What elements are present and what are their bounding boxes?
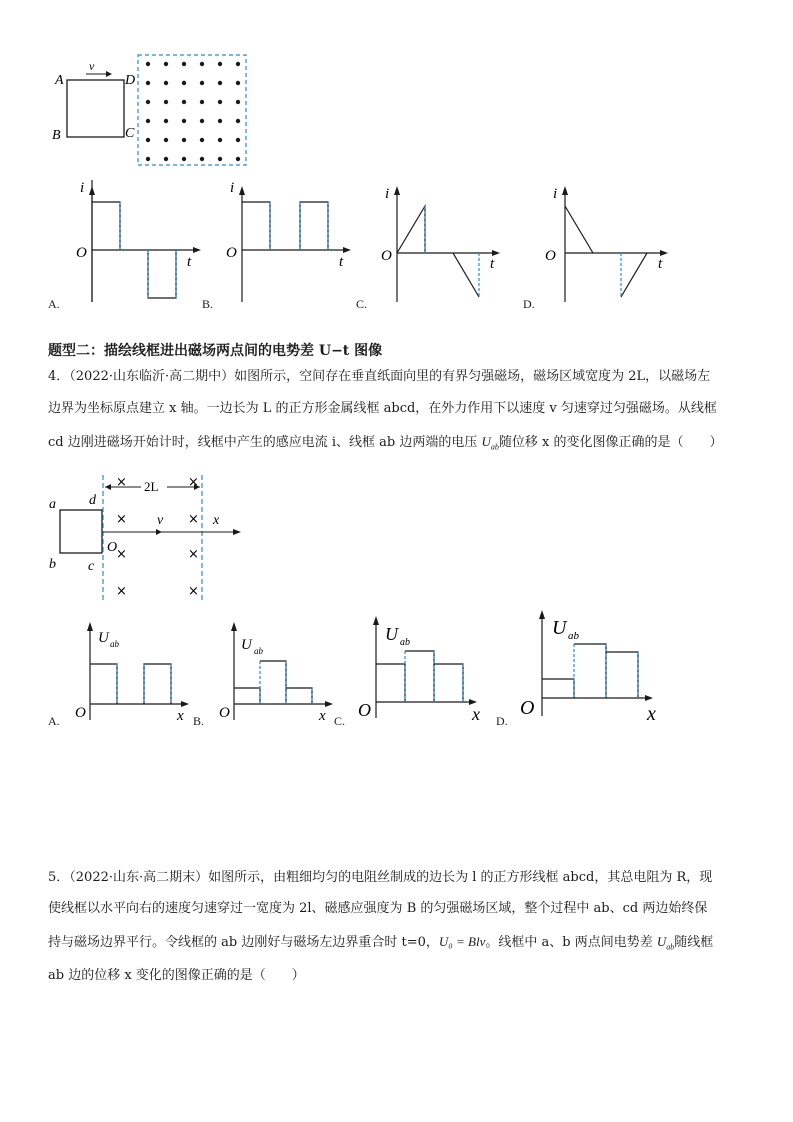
q3-graph-b (225, 180, 368, 311)
field-cross: × (116, 547, 127, 562)
q3-graph-d (545, 180, 688, 310)
origin-O: O (358, 700, 371, 720)
origin-O: O (381, 248, 392, 264)
axis-i: i (385, 186, 390, 202)
field-dot (236, 100, 240, 104)
width-label: 2L (144, 479, 159, 494)
field-dot (236, 81, 240, 85)
field-dot (182, 62, 186, 66)
field-dot (146, 157, 150, 161)
vertex-D: D (125, 73, 136, 88)
field-dot (218, 62, 222, 66)
field-dot (200, 119, 204, 123)
q4-option-b[interactable]: B. (193, 714, 205, 728)
q4-option-a[interactable]: A. (48, 714, 60, 728)
vertex-c: c (88, 559, 95, 574)
field-dot (164, 62, 168, 66)
origin-O: O (545, 248, 556, 264)
field-dot (182, 81, 186, 85)
field-dot (200, 62, 204, 66)
vertex-C: C (125, 126, 135, 141)
field-dot (218, 119, 222, 123)
field-dot (218, 138, 222, 142)
q3-option-a[interactable]: A. (48, 297, 60, 311)
axis-U: U (241, 637, 252, 653)
vertex-a: a (49, 497, 56, 512)
axis-U: U (98, 630, 109, 646)
field-region (138, 55, 246, 165)
q4-line-3b: 随位移 x 的变化图像正确的是（ ） (498, 435, 723, 450)
field-dot (200, 157, 204, 161)
field-dots (146, 62, 240, 161)
axis-i: i (553, 186, 558, 202)
q3-option-d[interactable]: D. (523, 297, 535, 311)
q4-graph-a (75, 620, 205, 730)
q3-option-b[interactable]: B. (202, 297, 214, 311)
q5-line-3c: 随线框 (674, 935, 714, 950)
axis-U: U (552, 617, 567, 639)
vertex-b: b (49, 557, 56, 572)
field-cross: × (188, 547, 199, 562)
q3-graph-a (75, 180, 215, 310)
field-dot (218, 157, 222, 161)
field-dot (164, 157, 168, 161)
field-cross: × (116, 584, 127, 599)
axis-t: t (490, 256, 495, 272)
q5-line-3 (48, 931, 713, 958)
section-heading: 题型二：描绘线框进出磁场两点间的电势差 U−t 图像 (48, 343, 383, 359)
field-cross: × (188, 475, 199, 490)
field-cross: × (116, 475, 127, 490)
axis-U-sub: ab (400, 637, 410, 648)
origin-O: O (226, 245, 237, 261)
field-cross: × (116, 512, 127, 527)
field-dot (236, 62, 240, 66)
velocity-label: v (89, 59, 95, 73)
axis-t: t (658, 256, 663, 272)
axis-t: t (187, 254, 192, 270)
field-dot (146, 138, 150, 142)
field-dot (236, 138, 240, 142)
origin-O: O (75, 705, 86, 721)
q5-line-2: 使线框以水平向右的速度匀速穿过一宽度为 2l、磁感应强度为 B 的匀强磁场区域，整个过程中 ab、cd 两边始终保 (48, 901, 708, 916)
q5-line-3b: 。线框中 a、b 两点间电势差 (485, 935, 657, 950)
q4-u-sub: ab (490, 442, 499, 452)
q4-line-1: 4．（2022·山东临沂·高二期中）如图所示，空间存在垂直纸面向里的有界匀强磁场，磁场区域宽度为 2L，以磁场左 (48, 369, 711, 384)
axis-U-sub: ab (110, 639, 119, 649)
axis-U-sub: ab (568, 630, 579, 642)
q4-graph-b (219, 620, 349, 730)
q4-line-3a: cd 边刚进磁场开始计时，线框中产生的感应电流 i、线框 ab 边两端的电压 (48, 435, 482, 450)
q5-u-symbol: U (656, 934, 667, 949)
square-loop (67, 80, 124, 137)
field-dot (146, 100, 150, 104)
origin-label: O (107, 540, 118, 555)
q5-line-3a: 持与磁场边界平行。令线框的 ab 边刚好与磁场左边界重合时 t=0， (48, 935, 439, 950)
axis-x: x (472, 704, 480, 724)
q3-loop-diagram (40, 50, 300, 180)
q4-line-3 (48, 431, 723, 458)
field-dot (182, 100, 186, 104)
field-dot (200, 138, 204, 142)
axis-U: U (385, 624, 398, 644)
q4-graph-c (355, 614, 495, 724)
square-loop (60, 510, 102, 553)
field-dot (146, 62, 150, 66)
axis-t: t (339, 254, 344, 270)
q4-option-d[interactable]: D. (496, 714, 508, 728)
field-dot (164, 119, 168, 123)
field-dot (182, 119, 186, 123)
vertex-A: A (55, 73, 64, 88)
field-cross: × (188, 512, 199, 527)
axis-x: x (647, 703, 656, 725)
field-dot (164, 100, 168, 104)
field-dot (236, 157, 240, 161)
axis-U-sub: ab (254, 646, 263, 656)
x-label: x (213, 513, 220, 528)
axis-x: x (177, 708, 184, 724)
field-dot (236, 119, 240, 123)
q4-option-c[interactable]: C. (334, 714, 346, 728)
field-cross: × (188, 584, 199, 599)
q4-line-2: 边界为坐标原点建立 x 轴。一边长为 L 的正方形金属线框 abcd，在外力作用下以速度 v 匀速穿过匀强磁场。从线框 (48, 401, 717, 416)
q5-formula: U₀ = Blv (438, 934, 486, 949)
axis-i: i (80, 180, 85, 196)
vertex-B: B (52, 128, 61, 143)
origin-O: O (520, 697, 535, 719)
q4-u-symbol: U (481, 434, 491, 449)
q4-field-diagram (45, 470, 275, 605)
velocity-label: v (157, 513, 164, 528)
field-dot (218, 100, 222, 104)
q4-graph-d (519, 608, 669, 723)
q3-graph-c (380, 180, 520, 310)
axis-i: i (230, 180, 235, 196)
field-dot (182, 138, 186, 142)
field-dot (164, 81, 168, 85)
q3-option-c[interactable]: C. (356, 297, 368, 311)
q5-u-sub: ab (666, 942, 675, 952)
origin-O: O (76, 245, 87, 261)
q5-line-1: 5．（2022·山东·高二期末）如图所示，由粗细均匀的电阻丝制成的边长为 l 的正方形线框 abcd，其总电阻为 R，现 (48, 870, 713, 885)
field-dot (146, 119, 150, 123)
vertex-d: d (89, 493, 96, 508)
field-dot (200, 100, 204, 104)
origin-O: O (219, 705, 230, 721)
field-dot (218, 81, 222, 85)
field-dot (200, 81, 204, 85)
field-dot (146, 81, 150, 85)
q5-line-4: ab 边的位移 x 变化的图像正确的是（ ） (48, 968, 305, 983)
field-dot (182, 157, 186, 161)
velocity-arrowhead (106, 71, 112, 77)
axis-x: x (319, 708, 326, 724)
field-dot (164, 138, 168, 142)
